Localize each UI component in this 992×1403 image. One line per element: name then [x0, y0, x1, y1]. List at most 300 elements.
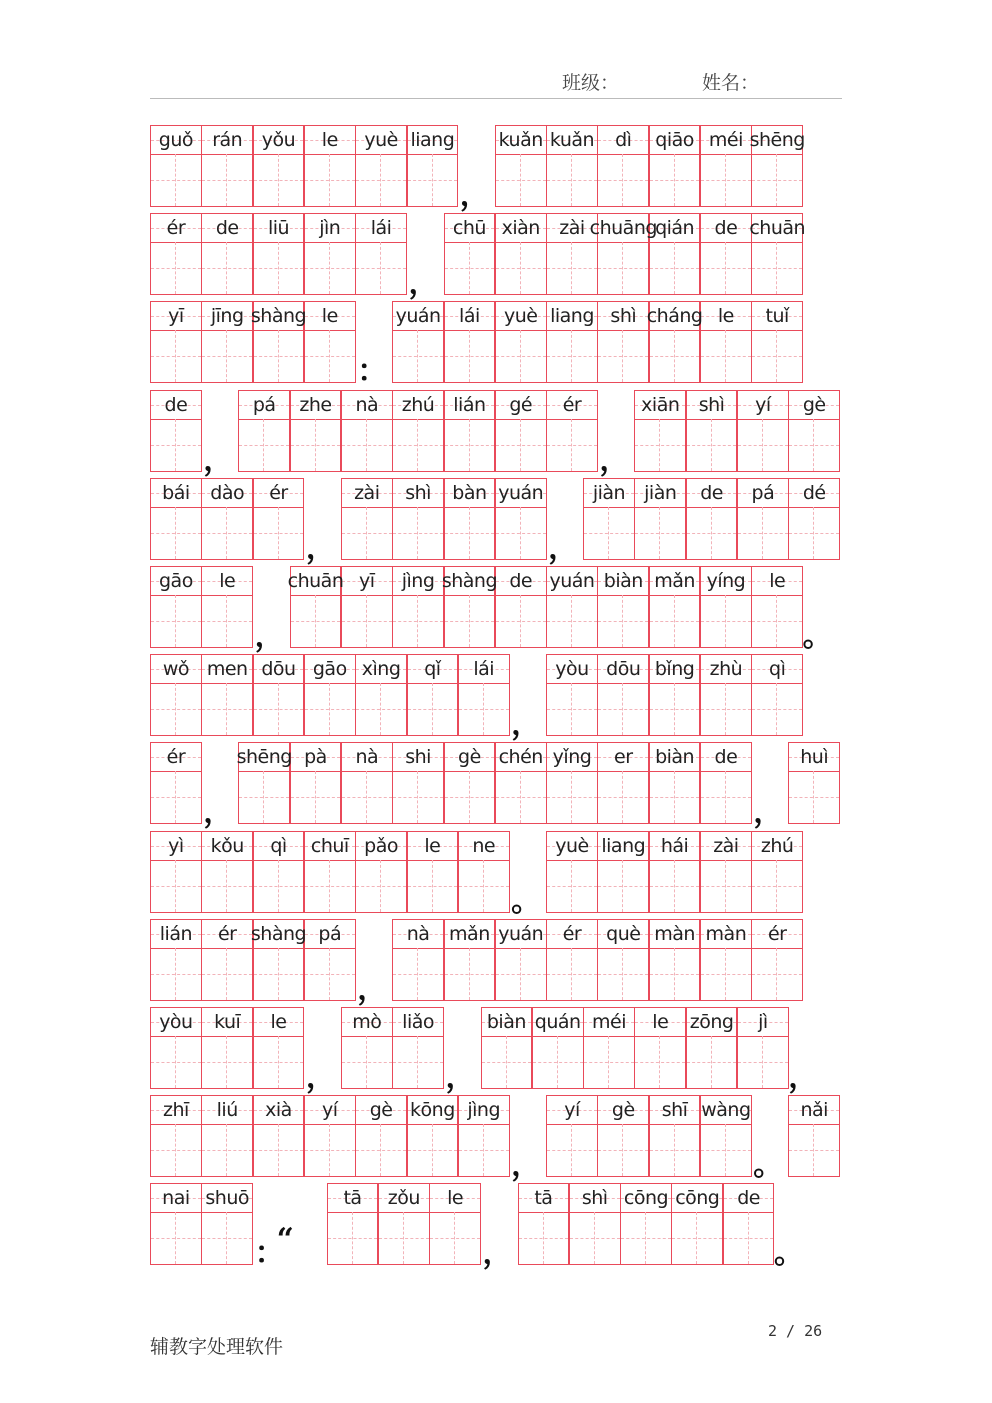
pinyin-writing-cell[interactable]: [723, 1183, 775, 1265]
pinyin-writing-cell[interactable]: [671, 1183, 723, 1265]
character-writing-box[interactable]: [202, 860, 252, 912]
pinyin-writing-cell[interactable]: [634, 1007, 686, 1089]
pinyin-writing-cell[interactable]: [150, 478, 202, 560]
pinyin-writing-cell[interactable]: [150, 1095, 202, 1177]
pinyin-writing-cell[interactable]: [150, 390, 202, 472]
pinyin-writing-cell[interactable]: [569, 1183, 621, 1265]
pinyin-writing-cell[interactable]: [583, 1007, 635, 1089]
pinyin-writing-cell[interactable]: [495, 742, 547, 824]
character-writing-box[interactable]: [408, 154, 458, 206]
character-writing-box[interactable]: [621, 1212, 671, 1264]
pinyin-writing-cell[interactable]: [327, 1183, 379, 1265]
character-writing-box[interactable]: [547, 595, 597, 647]
pinyin-writing-cell[interactable]: [444, 478, 496, 560]
pinyin-writing-cell[interactable]: [392, 566, 444, 648]
character-writing-box[interactable]: [547, 860, 597, 912]
pinyin-writing-cell[interactable]: [355, 213, 407, 295]
pinyin-writing-cell[interactable]: [700, 1095, 752, 1177]
character-writing-box[interactable]: [393, 1036, 443, 1088]
character-writing-box[interactable]: [202, 1036, 252, 1088]
character-writing-box[interactable]: [482, 1036, 532, 1088]
character-writing-box[interactable]: [701, 1124, 751, 1176]
character-writing-box[interactable]: [151, 1036, 201, 1088]
pinyin-writing-cell[interactable]: [620, 1183, 672, 1265]
pinyin-writing-cell[interactable]: [253, 1095, 305, 1177]
character-writing-box[interactable]: [342, 507, 392, 559]
pinyin-writing-cell[interactable]: [429, 1183, 481, 1265]
character-writing-box[interactable]: [445, 242, 495, 294]
character-writing-box[interactable]: [305, 1124, 355, 1176]
pinyin-writing-cell[interactable]: [751, 566, 803, 648]
pinyin-writing-cell[interactable]: [150, 919, 202, 1001]
character-writing-box[interactable]: [598, 860, 648, 912]
character-writing-box[interactable]: [687, 507, 737, 559]
character-writing-box[interactable]: [789, 1124, 839, 1176]
pinyin-writing-cell[interactable]: [150, 1007, 202, 1089]
pinyin-writing-cell[interactable]: [583, 478, 635, 560]
pinyin-writing-cell[interactable]: [495, 301, 547, 383]
character-writing-box[interactable]: [496, 507, 546, 559]
pinyin-writing-cell[interactable]: [700, 742, 752, 824]
character-writing-box[interactable]: [291, 771, 341, 823]
pinyin-writing-cell[interactable]: [392, 919, 444, 1001]
pinyin-writing-cell[interactable]: [201, 566, 253, 648]
character-writing-box[interactable]: [738, 507, 788, 559]
character-writing-box[interactable]: [547, 683, 597, 735]
character-writing-box[interactable]: [430, 1212, 480, 1264]
character-writing-box[interactable]: [789, 771, 839, 823]
pinyin-writing-cell[interactable]: [341, 478, 393, 560]
character-writing-box[interactable]: [305, 330, 355, 382]
pinyin-writing-cell[interactable]: [355, 831, 407, 913]
character-writing-box[interactable]: [356, 242, 406, 294]
character-writing-box[interactable]: [533, 1036, 583, 1088]
character-writing-box[interactable]: [254, 242, 304, 294]
character-writing-box[interactable]: [547, 1124, 597, 1176]
character-writing-box[interactable]: [393, 948, 443, 1000]
pinyin-writing-cell[interactable]: [287, 566, 344, 648]
character-writing-box[interactable]: [393, 419, 443, 471]
character-writing-box[interactable]: [254, 1036, 304, 1088]
character-writing-box[interactable]: [584, 507, 634, 559]
character-writing-box[interactable]: [459, 860, 509, 912]
pinyin-writing-cell[interactable]: [597, 919, 649, 1001]
character-writing-box[interactable]: [672, 1212, 722, 1264]
character-writing-box[interactable]: [202, 507, 252, 559]
pinyin-writing-cell[interactable]: [378, 1183, 430, 1265]
pinyin-writing-cell[interactable]: [150, 1183, 202, 1265]
pinyin-writing-cell[interactable]: [700, 919, 752, 1001]
pinyin-writing-cell[interactable]: [341, 566, 393, 648]
pinyin-writing-cell[interactable]: [597, 831, 649, 913]
character-writing-box[interactable]: [305, 860, 355, 912]
character-writing-box[interactable]: [496, 948, 546, 1000]
character-writing-box[interactable]: [701, 771, 751, 823]
pinyin-writing-cell[interactable]: [201, 301, 253, 383]
character-writing-box[interactable]: [752, 683, 802, 735]
character-writing-box[interactable]: [752, 948, 802, 1000]
pinyin-writing-cell[interactable]: [444, 919, 496, 1001]
character-writing-box[interactable]: [393, 330, 443, 382]
pinyin-writing-cell[interactable]: [788, 390, 840, 472]
pinyin-writing-cell[interactable]: [253, 213, 305, 295]
pinyin-writing-cell[interactable]: [304, 125, 356, 207]
character-writing-box[interactable]: [445, 419, 495, 471]
character-writing-box[interactable]: [393, 507, 443, 559]
pinyin-writing-cell[interactable]: [788, 1095, 840, 1177]
pinyin-writing-cell[interactable]: [597, 1095, 649, 1177]
pinyin-writing-cell[interactable]: [649, 125, 701, 207]
character-writing-box[interactable]: [635, 419, 685, 471]
character-writing-box[interactable]: [151, 154, 201, 206]
character-writing-box[interactable]: [738, 1036, 788, 1088]
pinyin-writing-cell[interactable]: [700, 125, 752, 207]
pinyin-writing-cell[interactable]: [686, 1007, 738, 1089]
pinyin-writing-cell[interactable]: [646, 301, 703, 383]
character-writing-box[interactable]: [519, 1212, 569, 1264]
character-writing-box[interactable]: [202, 595, 252, 647]
pinyin-writing-cell[interactable]: [407, 125, 459, 207]
pinyin-writing-cell[interactable]: [546, 654, 598, 736]
character-writing-box[interactable]: [342, 771, 392, 823]
pinyin-writing-cell[interactable]: [495, 566, 547, 648]
pinyin-writing-cell[interactable]: [546, 390, 598, 472]
character-writing-box[interactable]: [305, 683, 355, 735]
pinyin-writing-cell[interactable]: [444, 390, 496, 472]
character-writing-box[interactable]: [598, 595, 648, 647]
pinyin-writing-cell[interactable]: [150, 654, 202, 736]
pinyin-writing-cell[interactable]: [546, 919, 598, 1001]
pinyin-writing-cell[interactable]: [407, 1095, 459, 1177]
character-writing-box[interactable]: [496, 242, 546, 294]
character-writing-box[interactable]: [151, 419, 201, 471]
character-writing-box[interactable]: [151, 683, 201, 735]
character-writing-box[interactable]: [752, 154, 802, 206]
pinyin-writing-cell[interactable]: [495, 125, 547, 207]
pinyin-writing-cell[interactable]: [253, 478, 305, 560]
pinyin-writing-cell[interactable]: [546, 742, 598, 824]
pinyin-writing-cell[interactable]: [341, 742, 393, 824]
character-writing-box[interactable]: [752, 595, 802, 647]
pinyin-writing-cell[interactable]: [700, 301, 752, 383]
pinyin-writing-cell[interactable]: [751, 654, 803, 736]
pinyin-writing-cell[interactable]: [201, 213, 253, 295]
character-writing-box[interactable]: [202, 1124, 252, 1176]
character-writing-box[interactable]: [701, 154, 751, 206]
pinyin-writing-cell[interactable]: [751, 831, 803, 913]
character-writing-box[interactable]: [650, 771, 700, 823]
character-writing-box[interactable]: [687, 419, 737, 471]
character-writing-box[interactable]: [408, 683, 458, 735]
pinyin-writing-cell[interactable]: [201, 654, 253, 736]
pinyin-writing-cell[interactable]: [751, 301, 803, 383]
character-writing-box[interactable]: [254, 330, 304, 382]
pinyin-writing-cell[interactable]: [150, 831, 202, 913]
character-writing-box[interactable]: [584, 1036, 634, 1088]
pinyin-writing-cell[interactable]: [458, 1095, 510, 1177]
character-writing-box[interactable]: [254, 948, 304, 1000]
pinyin-writing-cell[interactable]: [201, 478, 253, 560]
pinyin-writing-cell[interactable]: [150, 213, 202, 295]
character-writing-box[interactable]: [445, 507, 495, 559]
pinyin-writing-cell[interactable]: [700, 566, 752, 648]
character-writing-box[interactable]: [445, 948, 495, 1000]
character-writing-box[interactable]: [393, 771, 443, 823]
character-writing-box[interactable]: [151, 507, 201, 559]
character-writing-box[interactable]: [459, 1124, 509, 1176]
pinyin-writing-cell[interactable]: [253, 125, 305, 207]
pinyin-writing-cell[interactable]: [546, 125, 598, 207]
pinyin-writing-cell[interactable]: [253, 831, 305, 913]
character-writing-box[interactable]: [547, 771, 597, 823]
character-writing-box[interactable]: [151, 595, 201, 647]
pinyin-writing-cell[interactable]: [749, 213, 806, 295]
pinyin-writing-cell[interactable]: [495, 919, 547, 1001]
pinyin-writing-cell[interactable]: [481, 1007, 533, 1089]
character-writing-box[interactable]: [598, 948, 648, 1000]
pinyin-writing-cell[interactable]: [546, 1095, 598, 1177]
character-writing-box[interactable]: [547, 154, 597, 206]
character-writing-box[interactable]: [445, 771, 495, 823]
pinyin-writing-cell[interactable]: [250, 919, 307, 1001]
character-writing-box[interactable]: [239, 771, 289, 823]
character-writing-box[interactable]: [650, 1124, 700, 1176]
character-writing-box[interactable]: [701, 595, 751, 647]
character-writing-box[interactable]: [635, 1036, 685, 1088]
pinyin-writing-cell[interactable]: [290, 390, 342, 472]
character-writing-box[interactable]: [598, 1124, 648, 1176]
character-writing-box[interactable]: [701, 330, 751, 382]
character-writing-box[interactable]: [650, 948, 700, 1000]
pinyin-writing-cell[interactable]: [597, 125, 649, 207]
character-writing-box[interactable]: [752, 242, 802, 294]
pinyin-writing-cell[interactable]: [392, 301, 444, 383]
pinyin-writing-cell[interactable]: [649, 566, 701, 648]
character-writing-box[interactable]: [650, 330, 700, 382]
character-writing-box[interactable]: [598, 242, 648, 294]
pinyin-writing-cell[interactable]: [495, 390, 547, 472]
pinyin-writing-cell[interactable]: [444, 301, 496, 383]
character-writing-box[interactable]: [254, 1124, 304, 1176]
character-writing-box[interactable]: [687, 1036, 737, 1088]
pinyin-writing-cell[interactable]: [518, 1183, 570, 1265]
pinyin-writing-cell[interactable]: [355, 1095, 407, 1177]
pinyin-writing-cell[interactable]: [253, 654, 305, 736]
pinyin-writing-cell[interactable]: [304, 831, 356, 913]
pinyin-writing-cell[interactable]: [355, 654, 407, 736]
pinyin-writing-cell[interactable]: [700, 831, 752, 913]
character-writing-box[interactable]: [202, 948, 252, 1000]
character-writing-box[interactable]: [650, 683, 700, 735]
character-writing-box[interactable]: [789, 507, 839, 559]
character-writing-box[interactable]: [254, 507, 304, 559]
pinyin-writing-cell[interactable]: [737, 1007, 789, 1089]
pinyin-writing-cell[interactable]: [532, 1007, 584, 1089]
character-writing-box[interactable]: [202, 330, 252, 382]
pinyin-writing-cell[interactable]: [649, 1095, 701, 1177]
character-writing-box[interactable]: [598, 154, 648, 206]
pinyin-writing-cell[interactable]: [407, 654, 459, 736]
character-writing-box[interactable]: [151, 242, 201, 294]
pinyin-writing-cell[interactable]: [201, 1007, 253, 1089]
pinyin-writing-cell[interactable]: [304, 1095, 356, 1177]
character-writing-box[interactable]: [254, 154, 304, 206]
pinyin-writing-cell[interactable]: [407, 831, 459, 913]
pinyin-writing-cell[interactable]: [649, 919, 701, 1001]
character-writing-box[interactable]: [408, 1124, 458, 1176]
pinyin-writing-cell[interactable]: [150, 742, 202, 824]
pinyin-writing-cell[interactable]: [737, 390, 789, 472]
pinyin-writing-cell[interactable]: [700, 654, 752, 736]
pinyin-writing-cell[interactable]: [751, 919, 803, 1001]
pinyin-writing-cell[interactable]: [201, 1183, 253, 1265]
pinyin-writing-cell[interactable]: [150, 566, 202, 648]
character-writing-box[interactable]: [598, 771, 648, 823]
pinyin-writing-cell[interactable]: [201, 831, 253, 913]
pinyin-writing-cell[interactable]: [238, 742, 290, 824]
character-writing-box[interactable]: [752, 860, 802, 912]
character-writing-box[interactable]: [547, 242, 597, 294]
pinyin-writing-cell[interactable]: [392, 390, 444, 472]
character-writing-box[interactable]: [151, 1124, 201, 1176]
character-writing-box[interactable]: [408, 860, 458, 912]
pinyin-writing-cell[interactable]: [458, 831, 510, 913]
character-writing-box[interactable]: [701, 948, 751, 1000]
pinyin-writing-cell[interactable]: [597, 742, 649, 824]
pinyin-writing-cell[interactable]: [788, 478, 840, 560]
character-writing-box[interactable]: [254, 683, 304, 735]
pinyin-writing-cell[interactable]: [355, 125, 407, 207]
pinyin-writing-cell[interactable]: [341, 390, 393, 472]
character-writing-box[interactable]: [635, 507, 685, 559]
pinyin-writing-cell[interactable]: [589, 213, 657, 295]
character-writing-box[interactable]: [598, 330, 648, 382]
pinyin-writing-cell[interactable]: [250, 301, 307, 383]
pinyin-writing-cell[interactable]: [304, 301, 356, 383]
character-writing-box[interactable]: [202, 154, 252, 206]
character-writing-box[interactable]: [650, 154, 700, 206]
pinyin-writing-cell[interactable]: [546, 566, 598, 648]
pinyin-writing-cell[interactable]: [546, 831, 598, 913]
character-writing-box[interactable]: [496, 154, 546, 206]
pinyin-writing-cell[interactable]: [737, 478, 789, 560]
character-writing-box[interactable]: [305, 154, 355, 206]
pinyin-writing-cell[interactable]: [546, 301, 598, 383]
character-writing-box[interactable]: [379, 1212, 429, 1264]
character-writing-box[interactable]: [701, 242, 751, 294]
pinyin-writing-cell[interactable]: [597, 566, 649, 648]
pinyin-writing-cell[interactable]: [495, 213, 547, 295]
character-writing-box[interactable]: [254, 860, 304, 912]
pinyin-writing-cell[interactable]: [597, 654, 649, 736]
character-writing-box[interactable]: [291, 419, 341, 471]
character-writing-box[interactable]: [445, 330, 495, 382]
pinyin-writing-cell[interactable]: [201, 1095, 253, 1177]
character-writing-box[interactable]: [547, 330, 597, 382]
pinyin-writing-cell[interactable]: [392, 742, 444, 824]
character-writing-box[interactable]: [342, 595, 392, 647]
pinyin-writing-cell[interactable]: [634, 390, 686, 472]
character-writing-box[interactable]: [305, 948, 355, 1000]
character-writing-box[interactable]: [724, 1212, 774, 1264]
character-writing-box[interactable]: [202, 1212, 252, 1264]
character-writing-box[interactable]: [356, 860, 406, 912]
character-writing-box[interactable]: [151, 860, 201, 912]
character-writing-box[interactable]: [547, 948, 597, 1000]
pinyin-writing-cell[interactable]: [634, 478, 686, 560]
character-writing-box[interactable]: [496, 419, 546, 471]
character-writing-box[interactable]: [650, 595, 700, 647]
pinyin-writing-cell[interactable]: [700, 213, 752, 295]
pinyin-writing-cell[interactable]: [290, 742, 342, 824]
pinyin-writing-cell[interactable]: [304, 919, 356, 1001]
pinyin-writing-cell[interactable]: [444, 742, 496, 824]
character-writing-box[interactable]: [496, 595, 546, 647]
character-writing-box[interactable]: [239, 419, 289, 471]
character-writing-box[interactable]: [496, 771, 546, 823]
character-writing-box[interactable]: [151, 1212, 201, 1264]
pinyin-writing-cell[interactable]: [304, 213, 356, 295]
character-writing-box[interactable]: [151, 948, 201, 1000]
pinyin-writing-cell[interactable]: [649, 213, 701, 295]
pinyin-writing-cell[interactable]: [238, 390, 290, 472]
pinyin-writing-cell[interactable]: [392, 1007, 444, 1089]
pinyin-writing-cell[interactable]: [751, 125, 803, 207]
pinyin-writing-cell[interactable]: [150, 301, 202, 383]
character-writing-box[interactable]: [459, 683, 509, 735]
pinyin-writing-cell[interactable]: [441, 566, 497, 648]
character-writing-box[interactable]: [291, 595, 341, 647]
pinyin-writing-cell[interactable]: [253, 1007, 305, 1089]
pinyin-writing-cell[interactable]: [649, 831, 701, 913]
character-writing-box[interactable]: [650, 242, 700, 294]
pinyin-writing-cell[interactable]: [444, 213, 496, 295]
pinyin-writing-cell[interactable]: [341, 1007, 393, 1089]
character-writing-box[interactable]: [342, 419, 392, 471]
character-writing-box[interactable]: [328, 1212, 378, 1264]
character-writing-box[interactable]: [701, 860, 751, 912]
character-writing-box[interactable]: [496, 330, 546, 382]
pinyin-writing-cell[interactable]: [649, 654, 701, 736]
pinyin-writing-cell[interactable]: [201, 125, 253, 207]
pinyin-writing-cell[interactable]: [458, 654, 510, 736]
character-writing-box[interactable]: [598, 683, 648, 735]
character-writing-box[interactable]: [356, 1124, 406, 1176]
character-writing-box[interactable]: [356, 154, 406, 206]
pinyin-writing-cell[interactable]: [495, 478, 547, 560]
pinyin-writing-cell[interactable]: [304, 654, 356, 736]
character-writing-box[interactable]: [151, 330, 201, 382]
character-writing-box[interactable]: [393, 595, 443, 647]
character-writing-box[interactable]: [305, 242, 355, 294]
character-writing-box[interactable]: [650, 860, 700, 912]
pinyin-writing-cell[interactable]: [392, 478, 444, 560]
character-writing-box[interactable]: [356, 683, 406, 735]
pinyin-writing-cell[interactable]: [686, 390, 738, 472]
character-writing-box[interactable]: [445, 595, 495, 647]
character-writing-box[interactable]: [752, 330, 802, 382]
character-writing-box[interactable]: [738, 419, 788, 471]
character-writing-box[interactable]: [202, 683, 252, 735]
pinyin-writing-cell[interactable]: [788, 742, 840, 824]
pinyin-writing-cell[interactable]: [649, 742, 701, 824]
character-writing-box[interactable]: [342, 1036, 392, 1088]
pinyin-writing-cell[interactable]: [597, 301, 649, 383]
character-writing-box[interactable]: [547, 419, 597, 471]
pinyin-writing-cell[interactable]: [201, 919, 253, 1001]
character-writing-box[interactable]: [701, 683, 751, 735]
pinyin-writing-cell[interactable]: [686, 478, 738, 560]
